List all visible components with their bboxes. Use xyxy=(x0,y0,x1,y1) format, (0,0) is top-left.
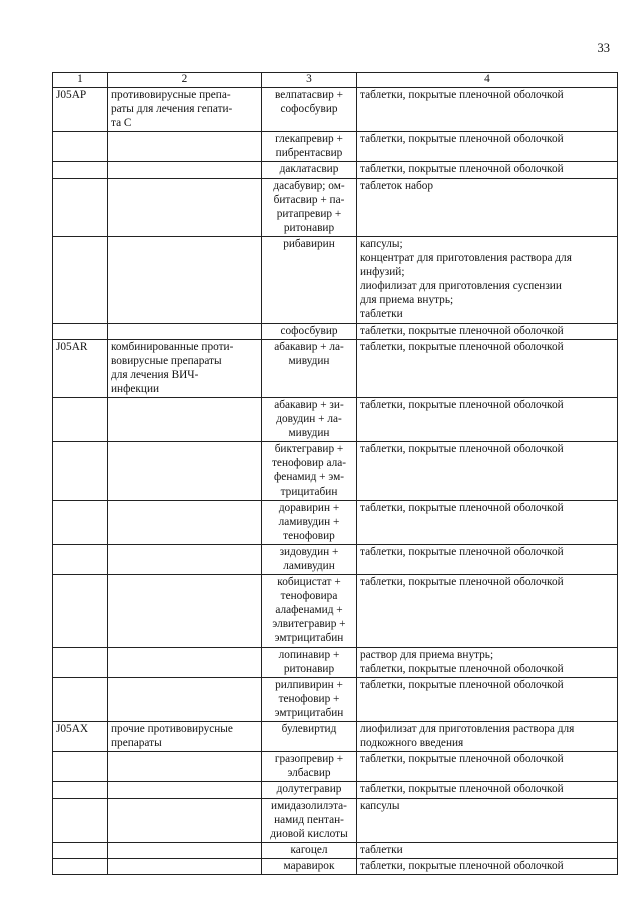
dosage-form-cell: капсулы; концентрат для приготовления раствора для инфузий; лиофилизат для приготовления суспензии для приема внутрь; таблетки xyxy=(357,236,618,323)
header-cell-2: 2 xyxy=(108,73,262,88)
atc-code-cell xyxy=(53,132,108,162)
pharmacological-group-cell xyxy=(108,752,262,782)
atc-code-cell xyxy=(53,575,108,647)
substance-cell: лопинавир + ритонавир xyxy=(262,647,357,677)
table-row xyxy=(53,858,618,874)
substance-cell: имидазолилэта- намид пентан- диовой кислоты xyxy=(262,798,357,842)
substance-cell: глекапревир + пибрентасвир xyxy=(262,132,357,162)
pharmacological-group-cell xyxy=(108,647,262,677)
pharmacological-group-cell: противовирусные препа- раты для лечения гепати- та С xyxy=(108,88,262,132)
dosage-form-cell: таблетки, покрытые пленочной оболочкой xyxy=(357,397,618,441)
pharmacological-group-cell xyxy=(108,397,262,441)
substance-cell: абакавир + ла- мивудин xyxy=(262,339,357,397)
dosage-form-cell: таблетки, покрытые пленочной оболочкой xyxy=(357,677,618,721)
substance-cell: доравирин + ламивудин + тенофовир xyxy=(262,500,357,544)
dosage-form-cell: таблетки, покрытые пленочной оболочкой xyxy=(357,575,618,647)
dosage-form-cell: таблетки xyxy=(357,842,618,858)
substance-cell: гразопревир + элбасвир xyxy=(262,752,357,782)
dosage-form-cell: таблеток набор xyxy=(357,178,618,236)
dosage-form-cell: таблетки, покрытые пленочной оболочкой xyxy=(357,132,618,162)
atc-code-cell xyxy=(53,397,108,441)
atc-code-cell xyxy=(53,442,108,500)
table-row xyxy=(53,782,618,798)
table-row xyxy=(53,162,618,178)
table-row xyxy=(53,88,618,132)
pharmacological-group-cell xyxy=(108,798,262,842)
pharmacological-group-cell xyxy=(108,677,262,721)
table-row xyxy=(53,752,618,782)
atc-code-cell: J05AR xyxy=(53,339,108,397)
atc-code-cell xyxy=(53,858,108,874)
atc-code-cell xyxy=(53,677,108,721)
table-row xyxy=(53,236,618,323)
drug-table xyxy=(52,72,618,875)
atc-code-cell: J05AP xyxy=(53,88,108,132)
pharmacological-group-cell: комбинированные проти- вовирусные препараты для лечения ВИЧ- инфекции xyxy=(108,339,262,397)
atc-code-cell xyxy=(53,798,108,842)
table-row xyxy=(53,132,618,162)
dosage-form-cell: таблетки, покрытые пленочной оболочкой xyxy=(357,544,618,574)
substance-cell: кагоцел xyxy=(262,842,357,858)
pharmacological-group-cell: прочие противовирусные препараты xyxy=(108,722,262,752)
pharmacological-group-cell xyxy=(108,323,262,339)
dosage-form-cell: таблетки, покрытые пленочной оболочкой xyxy=(357,323,618,339)
dosage-form-cell: таблетки, покрытые пленочной оболочкой xyxy=(357,782,618,798)
table-body xyxy=(53,73,618,875)
pharmacological-group-cell xyxy=(108,842,262,858)
atc-code-cell xyxy=(53,842,108,858)
substance-cell: биктегравир + тенофовир ала- фенамид + эм- трицитабин xyxy=(262,442,357,500)
atc-code-cell xyxy=(53,323,108,339)
substance-cell: кобицистат + тенофовира алафенамид + элвитегравир + эмтрицитабин xyxy=(262,575,357,647)
pharmacological-group-cell xyxy=(108,575,262,647)
table-row xyxy=(53,544,618,574)
header-cell-1: 1 xyxy=(53,73,108,88)
substance-cell: даклатасвир xyxy=(262,162,357,178)
table-row xyxy=(53,500,618,544)
dosage-form-cell: таблетки, покрытые пленочной оболочкой xyxy=(357,858,618,874)
substance-cell: маравирок xyxy=(262,858,357,874)
atc-code-cell: J05AX xyxy=(53,722,108,752)
table-row xyxy=(53,575,618,647)
atc-code-cell xyxy=(53,544,108,574)
substance-cell: софосбувир xyxy=(262,323,357,339)
pharmacological-group-cell xyxy=(108,178,262,236)
table-row xyxy=(53,798,618,842)
dosage-form-cell: раствор для приема внутрь; таблетки, покрытые пленочной оболочкой xyxy=(357,647,618,677)
dosage-form-cell: лиофилизат для приготовления раствора для подкожного введения xyxy=(357,722,618,752)
table-row xyxy=(53,323,618,339)
substance-cell: булевиртид xyxy=(262,722,357,752)
table-row xyxy=(53,647,618,677)
atc-code-cell xyxy=(53,647,108,677)
pharmacological-group-cell xyxy=(108,544,262,574)
pharmacological-group-cell xyxy=(108,442,262,500)
dosage-form-cell: таблетки, покрытые пленочной оболочкой xyxy=(357,752,618,782)
dosage-form-cell: таблетки, покрытые пленочной оболочкой xyxy=(357,339,618,397)
substance-cell: долутегравир xyxy=(262,782,357,798)
substance-cell: рилпивирин + тенофовир + эмтрицитабин xyxy=(262,677,357,721)
atc-code-cell xyxy=(53,752,108,782)
dosage-form-cell: таблетки, покрытые пленочной оболочкой xyxy=(357,162,618,178)
substance-cell: абакавир + зи- довудин + ла- мивудин xyxy=(262,397,357,441)
dosage-form-cell: таблетки, покрытые пленочной оболочкой xyxy=(357,500,618,544)
atc-code-cell xyxy=(53,782,108,798)
header-cell-4: 4 xyxy=(357,73,618,88)
dosage-form-cell: таблетки, покрытые пленочной оболочкой xyxy=(357,88,618,132)
atc-code-cell xyxy=(53,500,108,544)
dosage-form-cell: капсулы xyxy=(357,798,618,842)
atc-code-cell xyxy=(53,178,108,236)
pharmacological-group-cell xyxy=(108,132,262,162)
pharmacological-group-cell xyxy=(108,858,262,874)
substance-cell: велпатасвир + софосбувир xyxy=(262,88,357,132)
page-number: 33 xyxy=(597,41,610,55)
table-row xyxy=(53,339,618,397)
table-row xyxy=(53,842,618,858)
pharmacological-group-cell xyxy=(108,236,262,323)
atc-code-cell xyxy=(53,236,108,323)
substance-cell: дасабувир; ом- битасвир + па- ритапревир + ритонавир xyxy=(262,178,357,236)
table-header-row xyxy=(53,73,618,88)
pharmacological-group-cell xyxy=(108,500,262,544)
pharmacological-group-cell xyxy=(108,782,262,798)
substance-cell: зидовудин + ламивудин xyxy=(262,544,357,574)
table-row xyxy=(53,442,618,500)
header-cell-3: 3 xyxy=(262,73,357,88)
table-row xyxy=(53,677,618,721)
dosage-form-cell: таблетки, покрытые пленочной оболочкой xyxy=(357,442,618,500)
pharmacological-group-cell xyxy=(108,162,262,178)
atc-code-cell xyxy=(53,162,108,178)
table-row xyxy=(53,722,618,752)
table-row xyxy=(53,397,618,441)
substance-cell: рибавирин xyxy=(262,236,357,323)
table-row xyxy=(53,178,618,236)
